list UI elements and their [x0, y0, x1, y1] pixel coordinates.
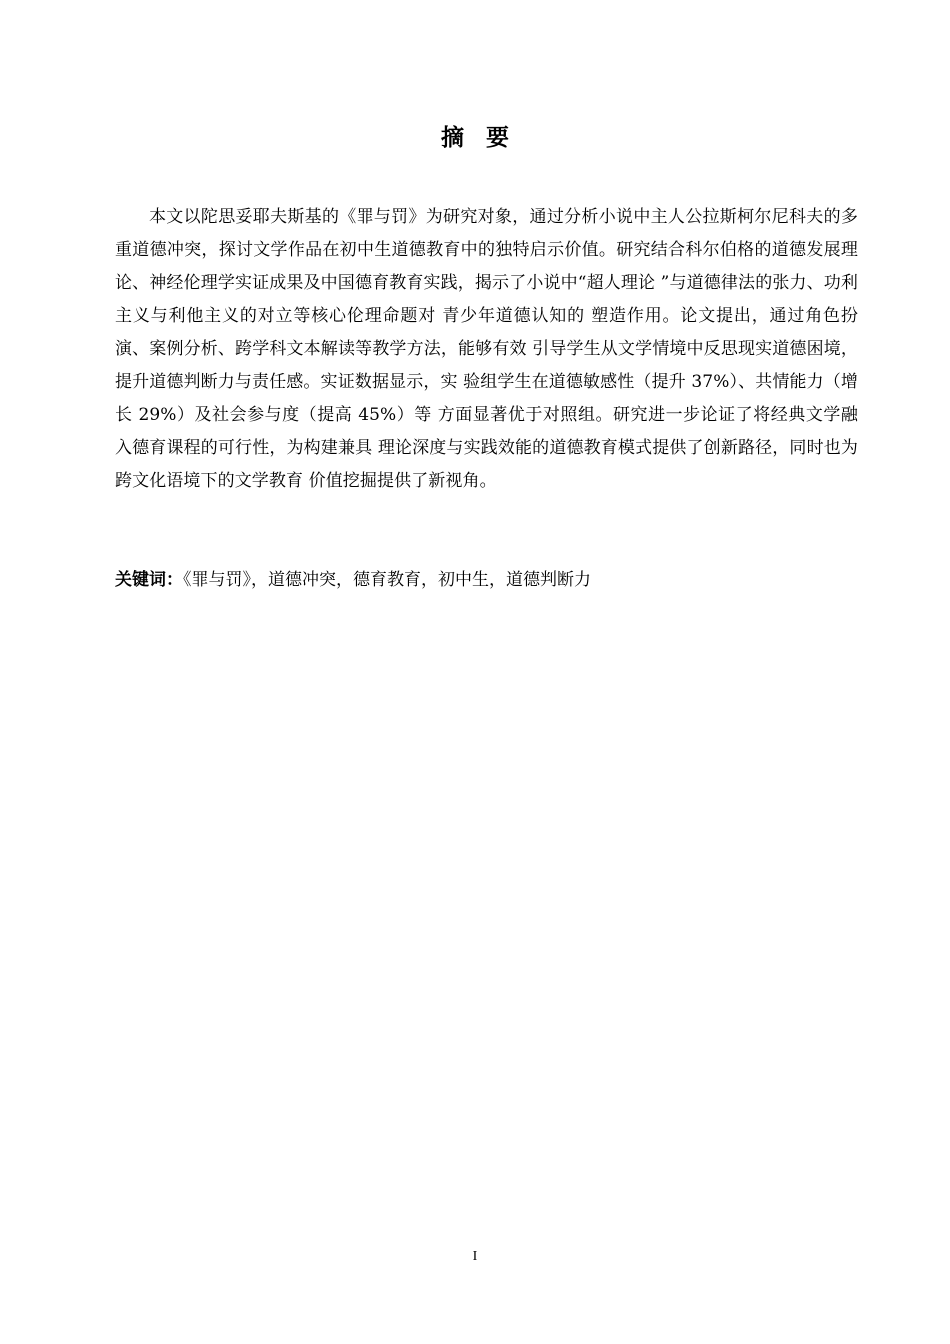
keywords-line [115, 565, 858, 595]
abstract-paragraph: 本文以陀思妥耶夫斯基的《罪与罚》为研究对象，通过分析小说中主人公拉斯柯尔尼科夫的多重道德冲突，探讨文学作品在初中生道德教育中的独特启示价值。研究结合科尔伯格的道德发展理论、神经伦理学实证成果及中国德育教育实践，揭示了小说中“超人理论 ”与道德律法的张力、功利主义与利他主义的对立等核心伦理命题对 青少年道德认知的 塑造作用。论文提出，通过角色扮演、案例分析、跨学科文本解读等教学方法，能够有效 引导学生从文学情境中反思现实道德困境，提升道德判断力与责任感。实证数据显示，实 验组学生在道德敏感性（提升 37%）、共情能力（增长 29%）及社会参与度（提高 45%）等 方面显著优于对照组。研究进一步论证了将经典文学融 入德育课程的可行性，为构建兼具 理论深度与实践效能的道德教育模式提供了创新路径，同时也为跨文化语境下的文学教育 价值挖掘提供了新视角。 [115, 207, 858, 491]
keywords-label: 关键词： [115, 570, 183, 590]
abstract-title-char-1: 摘 [441, 125, 464, 151]
abstract-title-char-2: 要 [486, 125, 509, 151]
page-number: I [472, 1249, 478, 1264]
abstract-title [0, 120, 950, 156]
keywords-text: 《罪与罚》，道德冲突，德育教育，初中生，道德判断力 [183, 570, 591, 590]
